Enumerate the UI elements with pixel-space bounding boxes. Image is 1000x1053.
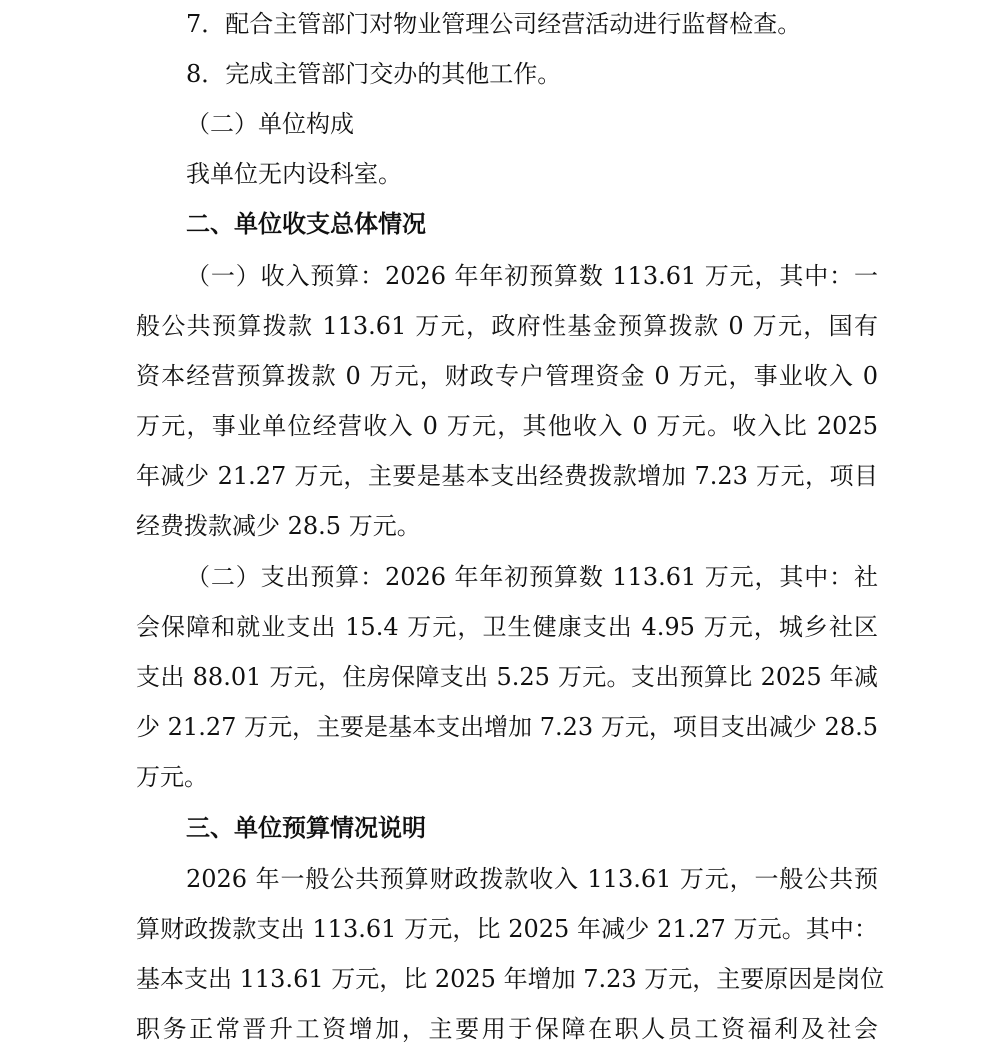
- income-paragraph-line-4: 万元，事业单位经营收入 0 万元，其他收入 0 万元。收入比 2025: [136, 412, 878, 440]
- income-paragraph-line-2: 般公共预算拨款 113.61 万元，政府性基金预算拨款 0 万元，国有: [136, 312, 878, 340]
- income-paragraph-line-6: 经费拨款减少 28.5 万元。: [136, 512, 421, 540]
- section-heading-3: 三、单位预算情况说明: [186, 813, 426, 842]
- budget-paragraph-line-1: 2026 年一般公共预算财政拨款收入 113.61 万元，一般公共预: [186, 865, 878, 893]
- section-heading-2: 二、单位收支总体情况: [186, 209, 426, 238]
- unit-composition-text: 我单位无内设科室。: [186, 160, 402, 188]
- expenditure-paragraph-line-4: 少 21.27 万元，主要是基本支出增加 7.23 万元，项目支出减少 28.5: [136, 713, 878, 741]
- budget-paragraph-line-3: 基本支出 113.61 万元，比 2025 年增加 7.23 万元，主要原因是岗位: [136, 965, 885, 993]
- subsection-heading-unit-composition: （二）单位构成: [186, 110, 354, 138]
- budget-paragraph-line-2: 算财政拨款支出 113.61 万元，比 2025 年减少 21.27 万元。其中：: [136, 915, 878, 943]
- income-paragraph-line-1: （一）收入预算：2026 年年初预算数 113.61 万元，其中：一: [186, 262, 878, 290]
- income-paragraph-line-3: 资本经营预算拨款 0 万元，财政专户管理资金 0 万元，事业收入 0: [136, 362, 878, 390]
- income-paragraph-line-5: 年减少 21.27 万元，主要是基本支出经费拨款增加 7.23 万元，项目: [136, 462, 878, 490]
- expenditure-paragraph-line-1: （二）支出预算：2026 年年初预算数 113.61 万元，其中：社: [186, 563, 878, 591]
- duty-item-7: 7．配合主管部门对物业管理公司经营活动进行监督检查。: [186, 10, 802, 38]
- expenditure-paragraph-line-3: 支出 88.01 万元，住房保障支出 5.25 万元。支出预算比 2025 年减: [136, 663, 878, 691]
- duty-item-8: 8．完成主管部门交办的其他工作。: [186, 60, 562, 88]
- expenditure-paragraph-line-2: 会保障和就业支出 15.4 万元，卫生健康支出 4.95 万元，城乡社区: [136, 613, 878, 641]
- expenditure-paragraph-line-5: 万元。: [136, 763, 208, 791]
- budget-paragraph-line-4: 职务正常晋升工资增加，主要用于保障在职人员工资福利及社会: [136, 1015, 878, 1043]
